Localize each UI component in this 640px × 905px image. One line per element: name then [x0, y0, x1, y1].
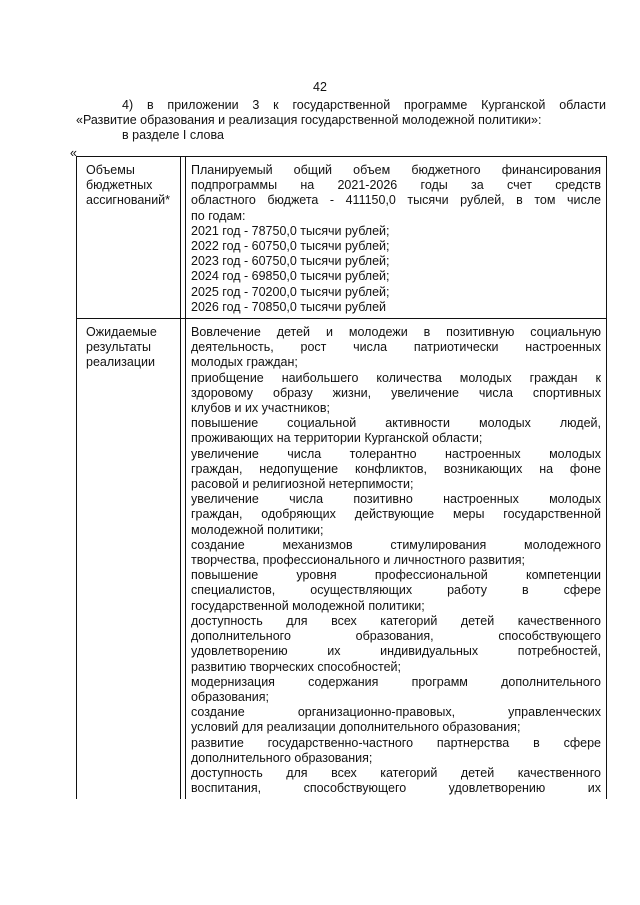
content-line: 2025 год - 70200,0 тысячи рублей;	[191, 284, 390, 299]
content-line: молодых граждан;	[191, 355, 298, 370]
content-line: условий для реализации дополнительного образования;	[191, 720, 521, 735]
table-row-budget	[77, 157, 607, 319]
content-line: увеличение числа позитивно настроенных молодых	[191, 492, 601, 507]
row-content-budget	[186, 157, 607, 319]
content-line: модернизация содержания программ дополнительного	[191, 674, 601, 689]
label-line: ассигнований*	[86, 193, 171, 208]
content-line: 2022 год - 60750,0 тысячи рублей;	[191, 239, 390, 254]
content-line: граждан, недопущение конфликтов, возникающих на фоне	[191, 461, 601, 476]
content-line: молодежной политики;	[191, 522, 324, 537]
row-label-results	[77, 319, 186, 800]
content-line: развитие государственно-частного партнерства в сфере	[191, 735, 601, 750]
content-line: по годам:	[191, 208, 246, 223]
content-line: 2023 год - 60750,0 тысячи рублей;	[191, 254, 390, 269]
passport-table	[76, 156, 607, 799]
label-line: результаты	[86, 340, 151, 355]
content-line: приобщение наибольшего количества молодых граждан к	[191, 370, 601, 385]
content-line: увеличение числа толерантно настроенных молодых	[191, 446, 601, 461]
content-line: удовлетворению их индивидуальных потребностей,	[191, 644, 601, 659]
intro-paragraph	[76, 98, 606, 144]
content-line: создание механизмов стимулирования молодежного	[191, 537, 601, 552]
content-line: развитию творческих способностей;	[191, 659, 401, 674]
label-line: реализации	[86, 355, 155, 370]
content-line: 2024 год - 69850,0 тысячи рублей;	[191, 269, 390, 284]
row-label-budget	[77, 157, 186, 319]
content-line: здоровому образу жизни, увеличение числа спортивных	[191, 385, 601, 400]
row-content-results	[186, 319, 607, 800]
table-row-results	[77, 319, 607, 800]
content-line: государственной молодежной политики;	[191, 598, 425, 613]
content-line: подпрограммы на 2021-2026 годы за счет средств	[191, 178, 601, 193]
content-line: повышение уровня профессиональной компетенции	[191, 568, 601, 583]
content-line: доступность для всех категорий детей качественного	[191, 765, 601, 780]
content-line: дополнительного образования;	[191, 750, 373, 765]
content-line: областного бюджета - 411150,0 тысячи рублей, в том числе	[191, 193, 601, 208]
label-line: бюджетных	[86, 178, 153, 193]
content-line: расовой и религиозной нетерпимости;	[191, 477, 414, 492]
content-line: Планируемый общий объем бюджетного финансирования	[191, 163, 601, 177]
content-line: творчества, профессионального и личностного развития;	[191, 553, 525, 568]
column-divider	[180, 319, 185, 799]
content-line: дополнительного образования, способствующего	[191, 629, 601, 644]
content-line: создание организационно-правовых, управленческих	[191, 705, 601, 720]
content-line: граждан, одобряющих действующие меры государственной	[191, 507, 601, 522]
content-line: воспитания, способствующего удовлетворению их	[191, 781, 601, 796]
content-line: 2026 год - 70850,0 тысячи рублей	[191, 299, 387, 314]
content-line: доступность для всех категорий детей качественного	[191, 613, 601, 628]
opening-quote: «	[70, 146, 77, 160]
content-line: 2021 год - 78750,0 тысячи рублей;	[191, 223, 390, 238]
content-line: деятельность, рост числа патриотически настроенных	[191, 340, 601, 355]
label-line: Объемы	[86, 163, 135, 177]
column-divider	[180, 157, 185, 318]
intro-line-1: 4) в приложении 3 к государственной программе Курганской области	[122, 98, 606, 112]
content-line: клубов и их участников;	[191, 401, 330, 416]
content-line: повышение социальной активности молодых людей,	[191, 416, 601, 431]
content-line: образования;	[191, 689, 269, 704]
label-line: Ожидаемые	[86, 325, 157, 340]
intro-line-2: «Развитие образования и реализация государственной молодежной политики»:	[76, 113, 542, 128]
content-line: проживающих на территории Курганской области;	[191, 431, 483, 446]
page-number: 42	[313, 80, 327, 94]
content-line: специалистов, осуществляющих работу в сфере	[191, 583, 601, 598]
intro-line-3: в разделе I слова	[122, 128, 224, 143]
content-line: Вовлечение детей и молодежи в позитивную социальную	[191, 325, 601, 340]
